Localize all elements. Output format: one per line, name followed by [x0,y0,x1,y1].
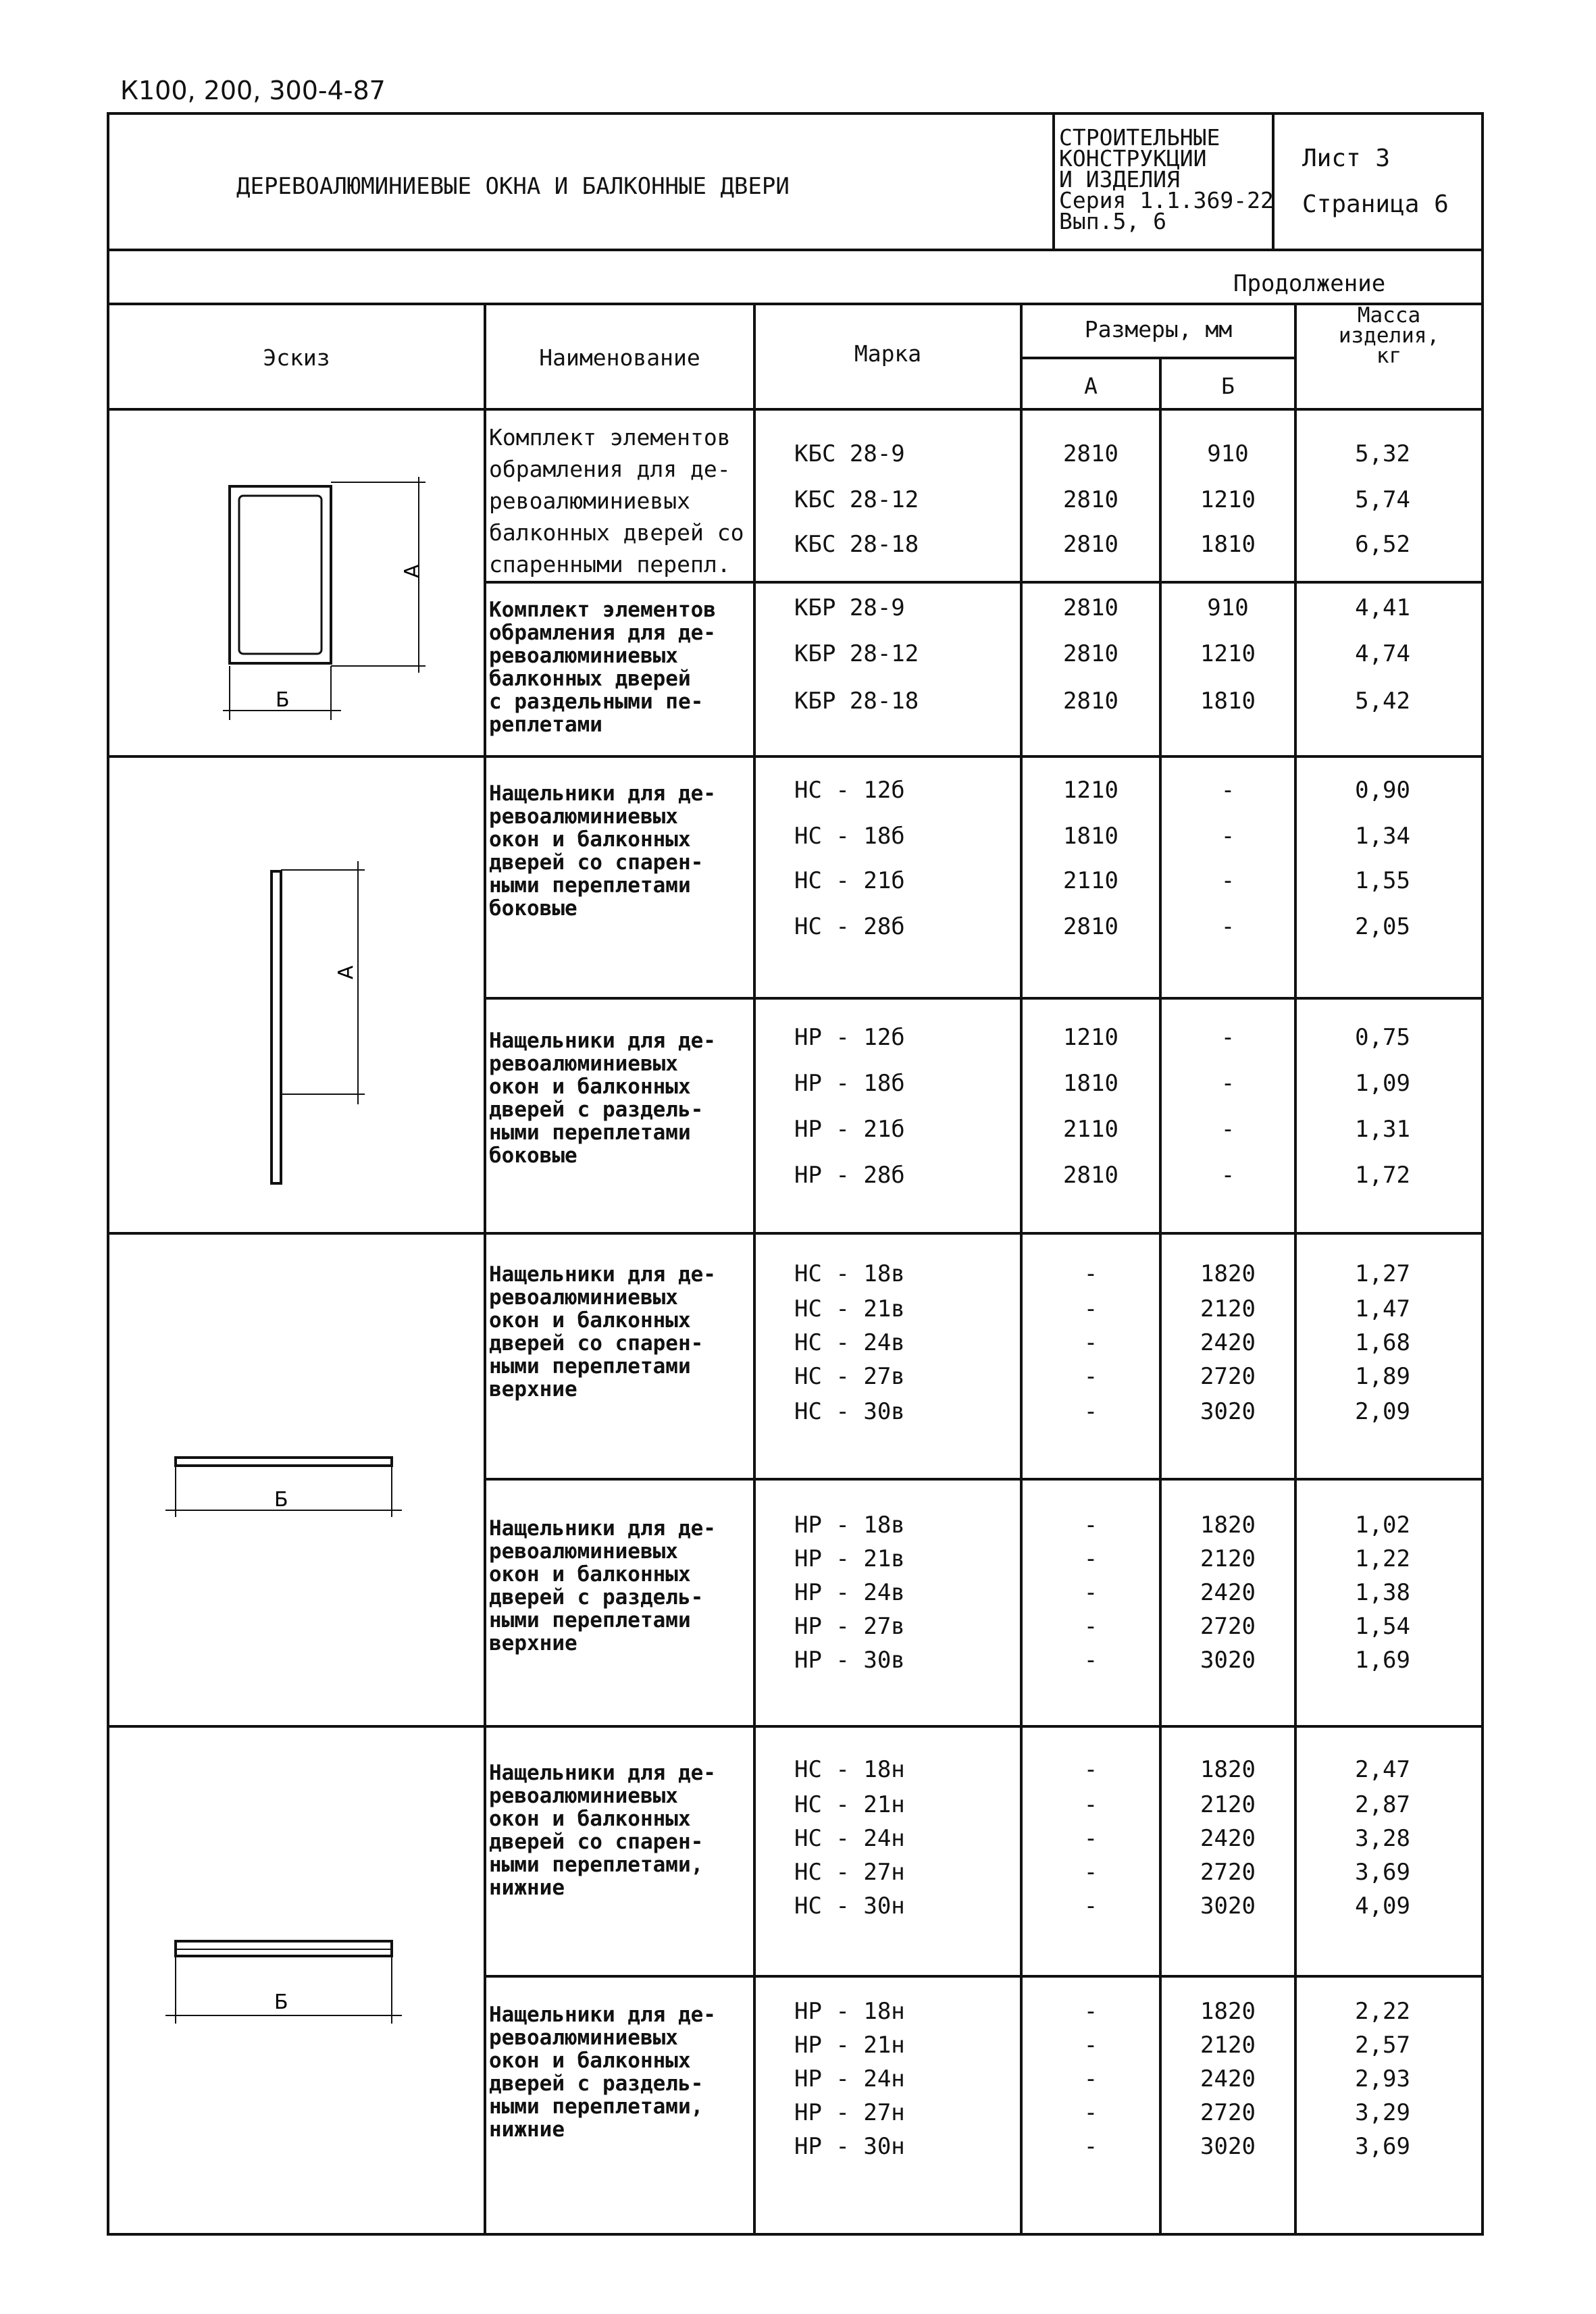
cell-size-a: 1810 [1063,1070,1118,1097]
document-title: ДЕРЕВОАЛЮМИНИЕВЫЕ ОКНА И БАЛКОННЫЕ ДВЕРИ [236,173,790,200]
cell-mark: НР - 21н [794,2032,905,2059]
cell-size-a: 1210 [1063,1024,1118,1051]
cell-size-b: 910 [1207,594,1249,621]
cell-size-b: 1810 [1200,531,1256,558]
cell-mass: 0,90 [1355,777,1410,804]
cell-mark: НС - 21н [794,1791,905,1818]
cell-size-a: 2810 [1063,440,1118,467]
cell-size-b: 3020 [1200,1398,1256,1425]
cell-size-b: 2420 [1200,2065,1256,2092]
cell-size-b: - [1220,1116,1235,1143]
cell-mass: 1,27 [1355,1260,1410,1287]
cell-mark: КБР 28-18 [794,688,919,715]
cell-size-a: - [1083,1825,1098,1852]
item-name: Нащельники для де- ревоалюминиевых окон и балконных дверей со спарен- ными переплетами боковые [489,781,716,921]
cell-size-b: 2120 [1200,1545,1256,1572]
cell-size-b: 3020 [1200,2133,1256,2160]
cell-mark: НР - 18н [794,1998,905,2025]
cell-size-a: - [1083,1329,1098,1356]
cell-size-a: 2810 [1063,486,1118,513]
sheet-number: Лист 3 [1302,145,1391,172]
sketch-bottom-trim [108,1726,485,2234]
cell-size-a: - [1083,1545,1098,1572]
sketch-top-trim [108,1233,485,1726]
cell-mass: 1,55 [1355,867,1410,894]
cell-size-a: - [1083,1398,1098,1425]
cell-size-b: - [1220,1162,1235,1189]
cell-mark: НР - 30в [794,1647,905,1674]
cell-size-a: - [1083,1791,1098,1818]
cell-mass: 2,57 [1355,2032,1410,2059]
cell-mass: 1,22 [1355,1545,1410,1572]
cell-mark: НС - 27в [794,1363,905,1390]
cell-mass: 3,69 [1355,2133,1410,2160]
cell-size-a: - [1083,1613,1098,1640]
cell-size-a: - [1083,1512,1098,1539]
cell-size-b: 2420 [1200,1825,1256,1852]
cell-mark: НР - 21б [794,1116,905,1143]
cell-size-b: - [1220,1024,1235,1051]
cell-mass: 3,69 [1355,1859,1410,1886]
cell-size-b: 3020 [1200,1647,1256,1674]
cell-mass: 1,69 [1355,1647,1410,1674]
cell-mark: НС - 18в [794,1260,905,1287]
cell-mark: НР - 27н [794,2099,905,2126]
cell-size-a: 2810 [1063,640,1118,667]
cell-mass: 1,02 [1355,1512,1410,1539]
cell-size-a: - [1083,1756,1098,1783]
cell-mass: 1,31 [1355,1116,1410,1143]
col-header-mass: Масса изделия, кг [1338,303,1440,368]
cell-size-b: 910 [1207,440,1249,467]
cell-mark: НР - 24н [794,2065,905,2092]
cell-mark: НР - 24в [794,1579,905,1606]
sketch-label-b: Б [276,688,290,712]
page-number: Страница 6 [1302,190,1449,218]
series-block: СТРОИТЕЛЬНЫЕ КОНСТРУКЦИИ И ИЗДЕЛИЯ Серия 1.1.369-22 Вып.5, 6 [1059,124,1274,234]
cell-size-b: - [1220,823,1235,850]
cell-mass: 2,93 [1355,2065,1410,2092]
cell-mark: НС - 27н [794,1859,905,1886]
cell-mark: КБР 28-12 [794,640,919,667]
cell-size-b: 2720 [1200,1613,1256,1640]
col-header-mark: Марка [854,340,922,367]
cell-mass: 5,74 [1355,486,1410,513]
cell-mark: НС - 21в [794,1295,905,1322]
cell-size-a: - [1083,1998,1098,2025]
cell-size-b: 2120 [1200,1791,1256,1818]
cell-size-a: 2810 [1063,913,1118,940]
cell-mark: НС - 18б [794,823,905,850]
cell-mark: НС - 24н [794,1825,905,1852]
cell-mass: 3,29 [1355,2099,1410,2126]
cell-mass: 2,09 [1355,1398,1410,1425]
cell-mark: НР - 27в [794,1613,905,1640]
document-code: К100, 200, 300-4-87 [120,76,386,105]
cell-mark: НС - 21б [794,867,905,894]
cell-mass: 2,47 [1355,1756,1410,1783]
cell-mass: 2,22 [1355,1998,1410,2025]
cell-mark: КБС 28-9 [794,440,905,467]
cell-mass: 1,89 [1355,1363,1410,1390]
cell-mark: НС - 28б [794,913,905,940]
cell-mark: НР - 21в [794,1545,905,1572]
cell-size-b: - [1220,777,1235,804]
sketch-side-trim [108,756,485,1233]
cell-size-a: - [1083,1579,1098,1606]
cell-size-b: - [1220,1070,1235,1097]
cell-size-b: 2420 [1200,1329,1256,1356]
cell-mass: 6,52 [1355,531,1410,558]
cell-size-b: 2720 [1200,2099,1256,2126]
cell-mark: КБС 28-12 [794,486,919,513]
cell-mass: 4,09 [1355,1893,1410,1920]
cell-mark: НС - 24в [794,1329,905,1356]
cell-size-b: 1820 [1200,1260,1256,1287]
cell-size-a: - [1083,1859,1098,1886]
cell-mass: 5,32 [1355,440,1410,467]
cell-mark: НР - 18б [794,1070,905,1097]
col-header-b: Б [1221,373,1235,399]
cell-mark: НС - 30н [794,1893,905,1920]
cell-size-b: 1810 [1200,688,1256,715]
cell-mark: НС - 18н [794,1756,905,1783]
cell-mass: 0,75 [1355,1024,1410,1051]
sketch-label-a: А [334,965,358,979]
col-header-sizes: Размеры, мм [1084,316,1233,342]
cell-mass: 1,09 [1355,1070,1410,1097]
cell-mass: 3,28 [1355,1825,1410,1852]
cell-size-b: - [1220,867,1235,894]
cell-size-a: - [1083,1295,1098,1322]
cell-mass: 2,05 [1355,913,1410,940]
col-header-name: Наименование [539,344,700,371]
item-name: Нащельники для де- ревоалюминиевых окон и балконных дверей с раздель- ными переплетами, нижние [489,2003,716,2142]
cell-mass: 4,41 [1355,594,1410,621]
cell-size-a: - [1083,2065,1098,2092]
cell-size-a: 1210 [1063,777,1118,804]
cell-mark: НР - 28б [794,1162,905,1189]
cell-mass: 1,47 [1355,1295,1410,1322]
cell-mass: 1,54 [1355,1613,1410,1640]
cell-mass: 1,34 [1355,823,1410,850]
cell-size-b: 1820 [1200,1998,1256,2025]
cell-size-b: 1820 [1200,1512,1256,1539]
cell-mark: НР - 18в [794,1512,905,1539]
cell-mass: 5,42 [1355,688,1410,715]
cell-size-a: 2810 [1063,688,1118,715]
item-name: Комплект элементов обрамления для де- ревоалюминиевых балконных дверей со спаренными перепл. [489,424,744,577]
cell-size-a: - [1083,1260,1098,1287]
item-name: Нащельники для де- ревоалюминиевых окон и балконных дверей со спарен- ными переплетами верхние [489,1262,716,1402]
cell-mass: 4,74 [1355,640,1410,667]
cell-mark: НС - 30в [794,1398,905,1425]
cell-mass: 1,72 [1355,1162,1410,1189]
sketch-label-b: Б [274,1990,288,2014]
cell-size-b: 2120 [1200,2032,1256,2059]
cell-size-a: - [1083,1893,1098,1920]
cell-size-b: 1210 [1200,486,1256,513]
cell-size-b: 2420 [1200,1579,1256,1606]
cell-size-a: 1810 [1063,823,1118,850]
cell-size-a: 2810 [1063,531,1118,558]
cell-mass: 1,68 [1355,1329,1410,1356]
cell-mark: НР - 12б [794,1024,905,1051]
sketch-frame [108,409,485,756]
cell-size-b: 2720 [1200,1859,1256,1886]
cell-size-a: - [1083,1647,1098,1674]
cell-mark: КБС 28-18 [794,531,919,558]
cell-size-b: - [1220,913,1235,940]
sketch-label-a: А [401,564,424,578]
cell-size-a: 2110 [1063,867,1118,894]
cell-size-b: 1820 [1200,1756,1256,1783]
cell-size-a: - [1083,2133,1098,2160]
cell-size-b: 2120 [1200,1295,1256,1322]
cell-mass: 1,38 [1355,1579,1410,1606]
cell-mark: НР - 30н [794,2133,905,2160]
cell-mark: НС - 12б [794,777,905,804]
continuation-label: Продолжение [1233,270,1386,297]
item-name: Нащельники для де- ревоалюминиевых окон и балконных дверей с раздель- ными переплетами боковые [489,1029,716,1168]
cell-size-a: - [1083,1363,1098,1390]
sketch-label-b: Б [274,1488,288,1512]
col-header-sketch: Эскиз [263,344,330,371]
cell-size-a: - [1083,2032,1098,2059]
cell-size-b: 2720 [1200,1363,1256,1390]
cell-size-b: 1210 [1200,640,1256,667]
cell-size-b: 3020 [1200,1893,1256,1920]
item-name: Нащельники для де- ревоалюминиевых окон и балконных дверей с раздель- ными переплетами верхние [489,1516,716,1655]
cell-size-a: 2810 [1063,594,1118,621]
item-name: Нащельники для де- ревоалюминиевых окон и балконных дверей со спарен- ными переплетами, нижние [489,1761,716,1900]
cell-size-a: 2110 [1063,1116,1118,1143]
col-header-a: А [1084,373,1098,399]
cell-size-a: - [1083,2099,1098,2126]
cell-mark: КБР 28-9 [794,594,905,621]
item-name: Комплект элементов обрамления для де- ревоалюминиевых балконных дверей с раздельными пе- реплетами [489,598,716,737]
cell-size-a: 2810 [1063,1162,1118,1189]
cell-mass: 2,87 [1355,1791,1410,1818]
